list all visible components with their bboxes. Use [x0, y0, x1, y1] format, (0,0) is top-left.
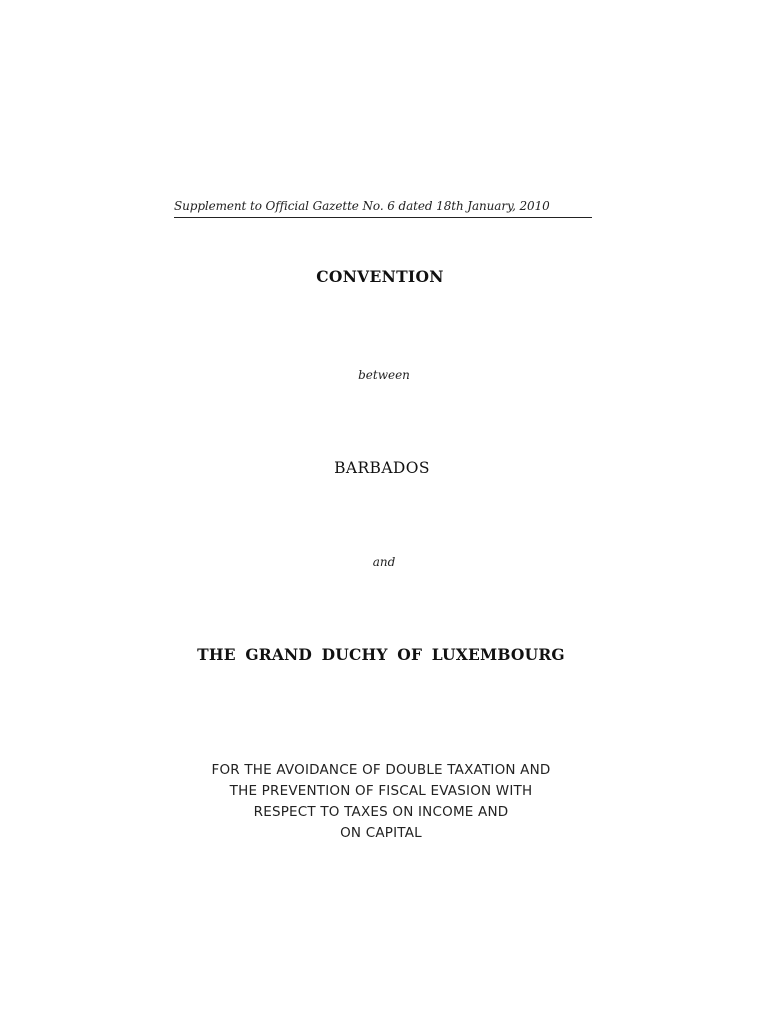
- purpose-line: FOR THE AVOIDANCE OF DOUBLE TAXATION AND: [211, 762, 551, 778]
- convention-purpose: [0, 760, 768, 844]
- party-one-name: BARBADOS: [334, 459, 430, 477]
- purpose-line: RESPECT TO TAXES ON INCOME AND: [253, 804, 509, 820]
- document-title: CONVENTION: [316, 267, 444, 286]
- header-rule: [174, 217, 592, 218]
- and-label: and: [372, 555, 396, 569]
- purpose-line: ON CAPITAL: [340, 825, 422, 841]
- party-two-name: THE GRAND DUCHY OF LUXEMBOURG: [197, 645, 565, 664]
- between-label: between: [358, 368, 410, 382]
- gazette-supplement-line: Supplement to Official Gazette No. 6 dated 18th January, 2010: [174, 199, 550, 213]
- purpose-line: THE PREVENTION OF FISCAL EVASION WITH: [229, 783, 533, 799]
